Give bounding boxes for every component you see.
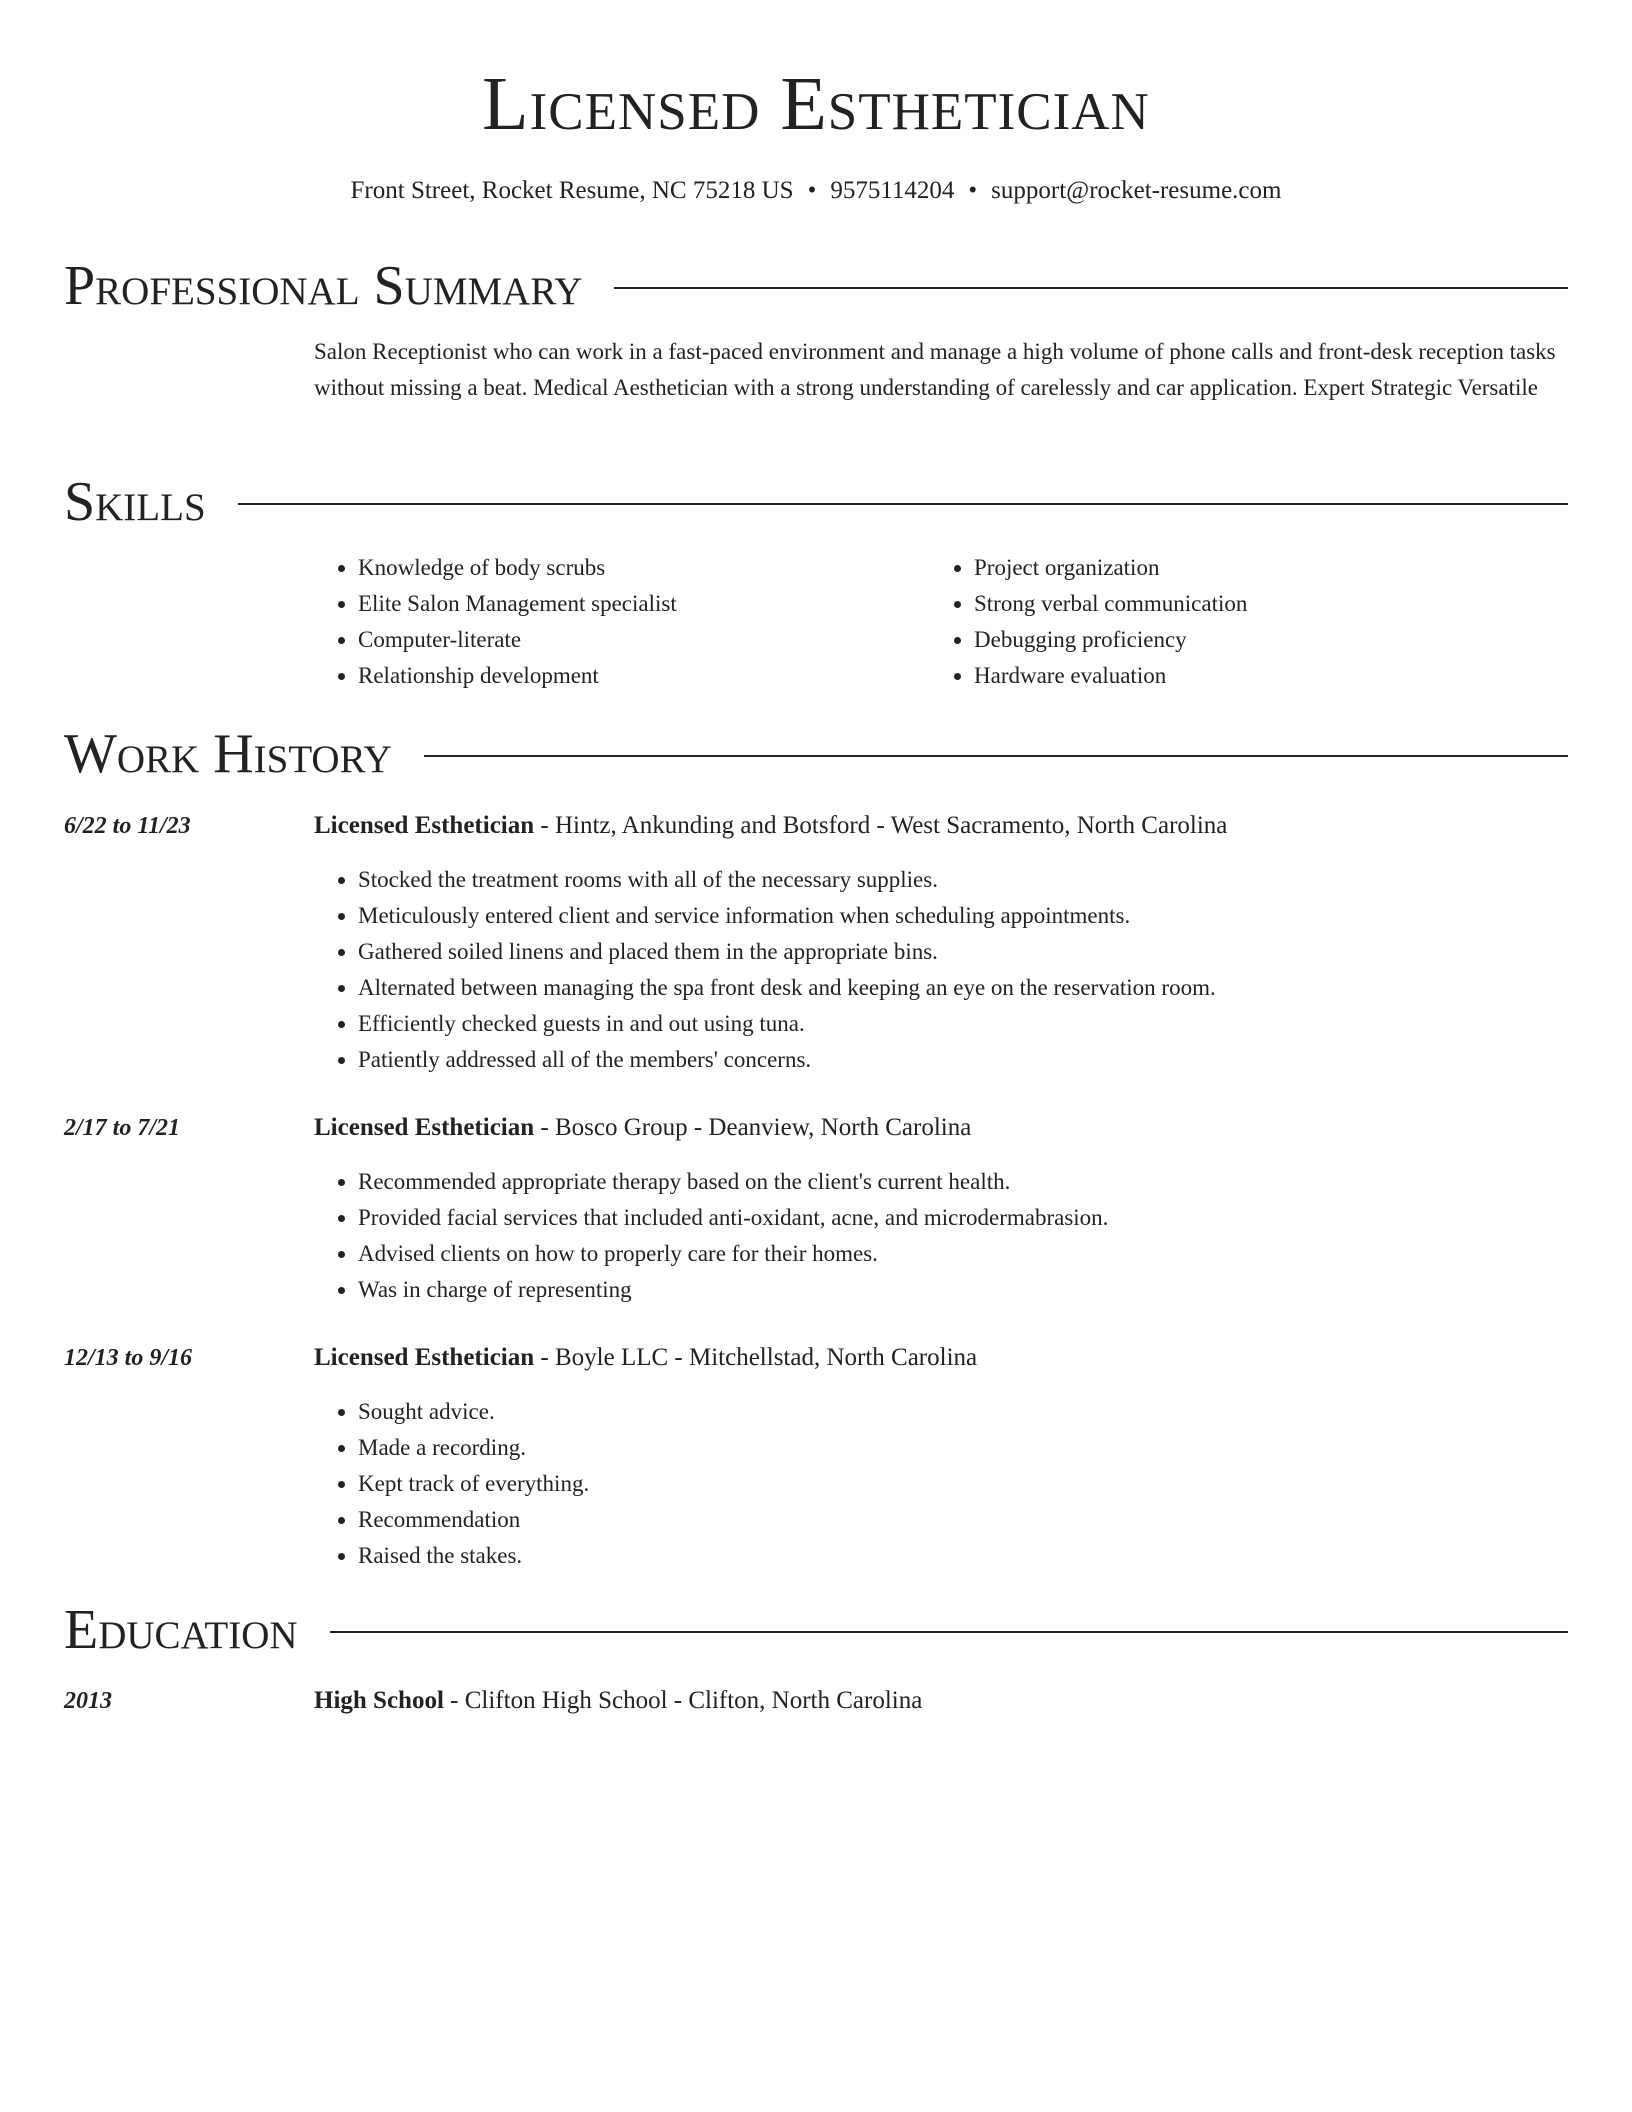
job-employer-location: - Hintz, Ankunding and Botsford - West Sacramento, North Carolina bbox=[534, 812, 1228, 839]
job-duty: • Sought advice. bbox=[358, 1394, 1612, 1430]
summary-heading: Professional Summary bbox=[64, 255, 583, 317]
job-employer-location: - Bosco Group - Deanview, North Carolina bbox=[534, 1114, 972, 1141]
job-title-line bbox=[314, 1110, 1568, 1146]
section-divider bbox=[424, 755, 1568, 757]
job-title: Licensed Esthetician bbox=[314, 1344, 535, 1371]
job-duties-list bbox=[314, 1394, 1612, 1574]
job-dates: 6/22 to 11/23 bbox=[64, 813, 191, 839]
job-title: Licensed Esthetician bbox=[314, 1114, 535, 1141]
skills-column-right bbox=[930, 550, 1490, 694]
job-duties-list bbox=[314, 1164, 1612, 1308]
skill-item: • Hardware evaluation bbox=[974, 658, 1490, 694]
job-title-line bbox=[314, 808, 1568, 844]
skills-heading: Skills bbox=[64, 471, 206, 533]
job-duty: • Efficiently checked guests in and out using tuna. bbox=[358, 1006, 1612, 1042]
summary-text: Salon Receptionist who can work in a fast-paced environment and manage a high volume of phone calls and front-desk reception tasks without missing a beat. Medical Aesthetician with a strong understanding of carelessly and car application. Expert Strategic Versatile bbox=[314, 339, 1556, 400]
job-duty: • Raised the stakes. bbox=[358, 1538, 1612, 1574]
section-divider bbox=[330, 1631, 1568, 1633]
job-title: Licensed Esthetician bbox=[314, 812, 535, 839]
work-history-heading: Work History bbox=[64, 723, 392, 785]
skill-item: • Project organization bbox=[974, 550, 1490, 586]
contact-address: Front Street, Rocket Resume, NC 75218 US bbox=[350, 177, 794, 204]
job-duty: • Patiently addressed all of the members' concerns. bbox=[358, 1042, 1612, 1078]
contact-separator: • bbox=[968, 177, 978, 204]
job-duty: • Stocked the treatment rooms with all of the necessary supplies. bbox=[358, 862, 1612, 898]
section-divider bbox=[238, 503, 1568, 505]
education-heading: Education bbox=[64, 1599, 298, 1661]
summary-section-header bbox=[64, 256, 1568, 316]
job-dates: 12/13 to 9/16 bbox=[64, 1345, 193, 1371]
skills-section-header bbox=[64, 472, 1568, 532]
education-section-header bbox=[64, 1600, 1568, 1660]
contact-phone: 9575114204 bbox=[830, 177, 955, 204]
contact-email: support@rocket-resume.com bbox=[991, 177, 1282, 204]
job-duty: • Provided facial services that included anti-oxidant, acne, and microdermabrasion. bbox=[358, 1200, 1612, 1236]
job-duty: • Recommendation bbox=[358, 1502, 1612, 1538]
job-employer-location: - Boyle LLC - Mitchellstad, North Carolina bbox=[534, 1344, 978, 1371]
section-divider bbox=[614, 287, 1568, 289]
job-duty: • Kept track of everything. bbox=[358, 1466, 1612, 1502]
skill-item: • Computer-literate bbox=[358, 622, 874, 658]
education-school-location: - Clifton High School - Clifton, North Carolina bbox=[443, 1687, 923, 1714]
skill-item: • Elite Salon Management specialist bbox=[358, 586, 874, 622]
summary-body bbox=[314, 334, 1568, 406]
job-duty: • Gathered soiled linens and placed them in the appropriate bins. bbox=[358, 934, 1612, 970]
skill-item: • Knowledge of body scrubs bbox=[358, 550, 874, 586]
job-duty: • Meticulously entered client and service information when scheduling appointments. bbox=[358, 898, 1612, 934]
skills-body bbox=[314, 550, 1568, 700]
contact-line bbox=[64, 174, 1568, 208]
candidate-name: Licensed Esthetician bbox=[482, 62, 1150, 146]
job-duty: • Advised clients on how to properly care for their homes. bbox=[358, 1236, 1612, 1272]
contact-separator: • bbox=[807, 177, 817, 204]
job-duties-list bbox=[314, 862, 1612, 1078]
job-dates: 2/17 to 7/21 bbox=[64, 1115, 181, 1141]
skill-item: • Relationship development bbox=[358, 658, 874, 694]
education-line bbox=[314, 1683, 1568, 1719]
skill-item: • Debugging proficiency bbox=[974, 622, 1490, 658]
job-title-line bbox=[314, 1340, 1568, 1376]
work-history-section-header bbox=[64, 724, 1568, 784]
skills-column-left bbox=[314, 550, 874, 694]
education-year: 2013 bbox=[64, 1688, 112, 1714]
education-degree: High School bbox=[314, 1687, 444, 1714]
skill-item: • Strong verbal communication bbox=[974, 586, 1490, 622]
job-duty: • Alternated between managing the spa front desk and keeping an eye on the reservation room. bbox=[358, 970, 1612, 1006]
job-duty: • Was in charge of representing bbox=[358, 1272, 1612, 1308]
job-duty: • Made a recording. bbox=[358, 1430, 1612, 1466]
job-duty: • Recommended appropriate therapy based on the client's current health. bbox=[358, 1164, 1612, 1200]
